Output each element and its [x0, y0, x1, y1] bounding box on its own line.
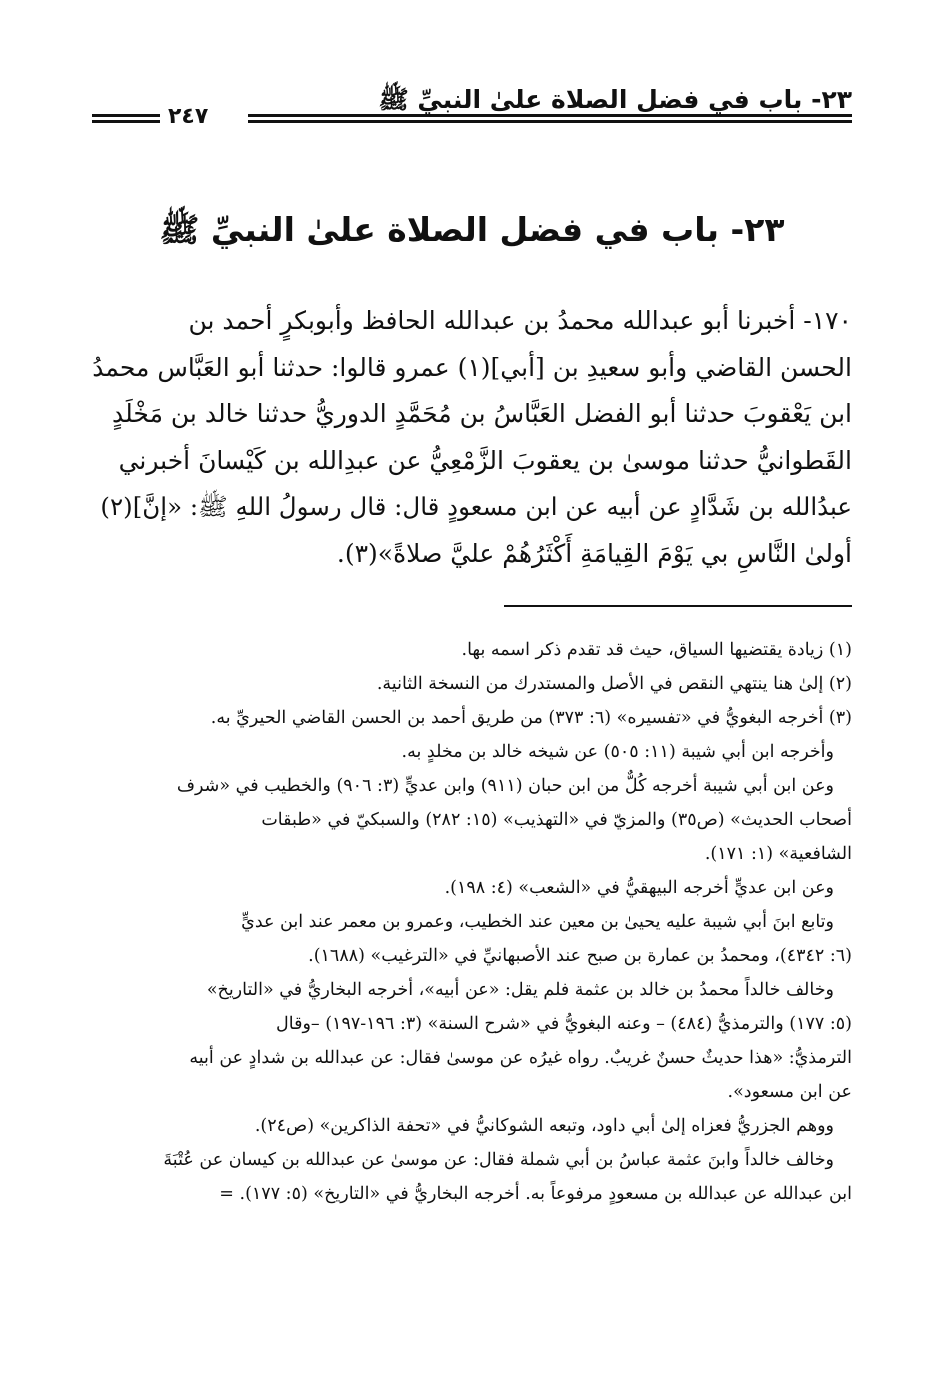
hadith-line: ابن يَعْقوبَ حدثنا أبو الفضل العَبَّاسُ بن مُحَمَّدٍ الدوريُّ حدثنا خالد بن مَخْلَدٍ [112, 399, 852, 428]
page-header [92, 84, 852, 134]
footnote-line: وخالف خالداً محمدُ بن خالد بن عثمة فلم يقل: «عن أبيه»، أخرجه البخاريُّ في «التاريخ» [206, 980, 834, 1000]
hadith-text [92, 298, 852, 577]
footnote-line: الترمذيُّ: «هذا حديثٌ حسنٌ غريبٌ. رواه غيرُه عن موسىٰ فقال: عن عبدالله بن شدادٍ عن أبيه [189, 1048, 852, 1068]
header-rule-right [248, 114, 852, 123]
footnote-line: (٦: ٤٣٤٢)، ومحمدُ بن عمارة بن صبح عند الأصبهانيِّ في «الترغيب» (١٦٨٨). [308, 946, 852, 966]
footnote-line: وعن ابن عديٍّ أخرجه البيهقيُّ في «الشعب» (٤: ١٩٨). [444, 878, 834, 898]
hadith-line: الحسن القاضي وأبو سعيدِ بن [أبي](١) عمرو قالوا: حدثنا أبو العَبَّاس محمدُ [92, 352, 852, 382]
running-title: ٢٣- باب في فضل الصلاة علىٰ النبيِّ ﷺ [378, 85, 852, 114]
chapter-title: ٢٣- باب في فضل الصلاة علىٰ النبيِّ ﷺ [159, 210, 785, 249]
hadith-line: أولىٰ النَّاسِ بي يَوْمَ القِيامَةِ أَكْثَرُهُمْ عليَّ صلاةً»(٣). [336, 538, 852, 568]
footnote-line: وتابع ابنَ أبي شيبة عليه يحيىٰ بن معين عند الخطيب، وعمرو بن معمر عند ابن عديٍّ [241, 912, 834, 932]
footnote-line: (٣) أخرجه البغويُّ في «تفسيره» (٦: ٣٧٣) من طريق أحمد بن الحسن القاضي الحيريِّ به. [210, 708, 852, 728]
header-rule-left [92, 114, 160, 123]
hadith-line: ١٧٠- أخبرنا أبو عبدالله محمدُ بن عبدالله الحافظ وأبوبكرٍ أحمد بن [188, 306, 852, 335]
footnote-line: (٢) إلىٰ هنا ينتهي النقص في الأصل والمستدرك من النسخة الثانية. [376, 674, 852, 694]
footnote-line: الشافعية» (١: ١٧١). [704, 844, 852, 864]
footnote-line: وأخرجه ابن أبي شيبة (١١: ٥٠٥) عن شيخه خالد بن مخلدٍ به. [401, 742, 834, 762]
footnote-line: ابن عبدالله عن عبدالله بن مسعودٍ مرفوعاً به. أخرجه البخاريُّ في «التاريخ» (٥: ١٧٧). = [219, 1184, 852, 1204]
hadith-line: عبدُالله بن شَدَّادٍ عن أبيه عن ابن مسعودٍ قال: قال رسولُ اللهِ ﷺ: «إنَّ](٢) [100, 492, 852, 521]
footnote-line: عن ابن مسعود». [727, 1082, 852, 1102]
footnote-line: (١) زيادة يقتضيها السياق، حيث قد تقدم ذكر اسمه بها. [461, 640, 852, 660]
footnotes [92, 633, 852, 1211]
footnote-line: وخالف خالداً وابنَ عثمة عباسُ بن أبي شملة فقال: عن موسىٰ عن عبدالله بن كيسان عن عُتْبَةَ [163, 1150, 834, 1170]
footnote-line: (٥: ١٧٧) والترمذيُّ (٤٨٤) – وعنه البغويُّ في «شرح السنة» (٣: ١٩٦-١٩٧) –وقال [276, 1014, 852, 1034]
footnote-line: وعن ابن أبي شيبة أخرجه كُلٌّ من ابن حبان (٩١١) وابن عديٍّ (٣: ٩٠٦) والخطيب في «شرف [176, 776, 834, 796]
footnote-line: ووهم الجزريُّ فعزاه إلىٰ أبي داود، وتبعه الشوكانيُّ في «تحفة الذاكرين» (ص٢٤). [254, 1116, 834, 1136]
footnote-line: أصحاب الحديث» (ص٣٥) والمزيّ في «التهذيب» (١٥: ٢٨٢) والسبكيّ في «طبقات [261, 810, 852, 830]
hadith-line: القَطوانيُّ حدثنا موسىٰ بن يعقوبَ الزَّمْعِيُّ عن عبدِالله بن كَيْسانَ أخبرني [118, 445, 852, 475]
page-number: ٢٤٧ [168, 104, 209, 129]
footnote-separator [504, 605, 852, 607]
